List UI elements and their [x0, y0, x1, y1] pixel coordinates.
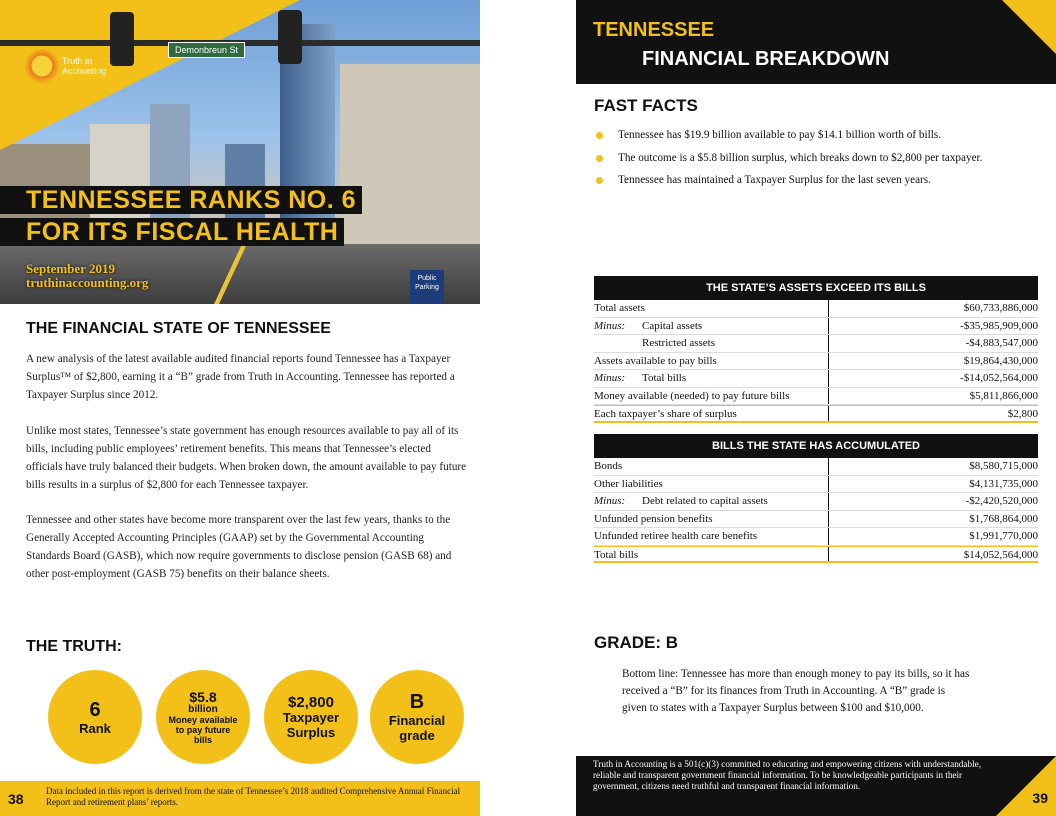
traffic-light-icon	[278, 10, 302, 64]
row-prefix: Minus:	[594, 319, 626, 332]
rank-label: Rank	[79, 720, 111, 736]
row-value: $14,052,564,000	[963, 548, 1038, 561]
bottom-line: Bottom line: Tennessee has more than enough money to pay its bills, so it has received a “B” for its finances from Truth in Accounting. A “B” grade is given to states with a Taxpayer Surplus between $100 and $10,000.	[622, 668, 970, 714]
table-row	[594, 511, 1038, 529]
page-number: 38	[8, 791, 24, 807]
left-footer	[0, 781, 480, 816]
street-sign: Demonbreun St	[168, 42, 245, 58]
page-header	[576, 0, 1056, 84]
section-title: THE FINANCIAL STATE OF TENNESSEE	[26, 320, 331, 337]
row-value: -$2,420,520,000	[965, 495, 1038, 507]
row-value: $5,811,866,000	[969, 389, 1038, 402]
row-value: $2,800	[1007, 408, 1038, 420]
page-number: 39	[1032, 790, 1048, 806]
cover-photo	[0, 0, 480, 304]
row-label: Each taxpayer’s share of surplus	[594, 408, 737, 420]
right-footer	[576, 756, 1056, 816]
row-label: Restricted assets	[642, 337, 716, 349]
row-value: -$35,985,909,000	[960, 319, 1038, 332]
footer-text: Truth in Accounting is a 501(c)(3) committed to educating and empowering citizens with understandable, reliable and transparent government financial information. To be knowledgeable participants in their government, citizens need truthful and transparent financial information.	[593, 759, 981, 791]
money-circle	[156, 670, 250, 764]
row-label: Total bills	[594, 548, 639, 561]
grade-label: Financial grade	[388, 713, 446, 743]
header-state: TENNESSEE	[593, 19, 715, 41]
parking-sign: Public Parking	[410, 270, 444, 304]
row-value: $4,131,735,000	[969, 477, 1038, 490]
row-label: Unfunded pension benefits	[594, 512, 713, 525]
row-label: Total bills	[642, 372, 687, 384]
rank-circle	[48, 670, 142, 764]
paragraph: A new analysis of the latest available audited financial reports found Tennessee has a Taxpayer Surplus™ of $2,800, earning it a “B” grade from Truth in Accounting. Tennessee has reported a Taxpayer Surplus since 2012.	[26, 353, 455, 401]
paragraph: Tennessee and other states have become more transparent over the last few years, thanks to the Generally Accepted Accounting Principles (GAAP) set by the Governmental Accounting Standards Board (GASB), which now require governments to disclose pension (GASB 68) and other post-employment (GASB 75) benefits on their balance sheets.	[26, 514, 452, 580]
accent-corner	[1002, 0, 1056, 54]
table-row	[594, 335, 1038, 353]
table-total-row	[594, 546, 1038, 564]
row-prefix: Minus:	[594, 372, 626, 384]
row-value: -$14,052,564,000	[960, 372, 1038, 384]
row-value: $19,864,430,000	[963, 354, 1038, 367]
logo	[24, 48, 107, 84]
row-value: -$4,883,547,000	[965, 337, 1038, 349]
row-value: $8,580,715,000	[969, 460, 1038, 472]
sun-icon	[24, 48, 60, 84]
row-label: Other liabilities	[594, 477, 663, 490]
fast-fact: The outcome is a $5.8 billion surplus, which breaks down to $2,800 per taxpayer.	[594, 147, 982, 170]
right-page	[528, 0, 1056, 816]
grade-circle	[370, 670, 464, 764]
table-row	[594, 318, 1038, 336]
row-value: $60,733,886,000	[963, 302, 1038, 314]
table-title: BILLS THE STATE HAS ACCUMULATED	[594, 434, 1038, 458]
row-label: Debt related to capital assets	[642, 495, 768, 507]
row-label: Total assets	[594, 302, 645, 314]
rank-value: 6	[89, 698, 101, 721]
grade-title: GRADE: B	[594, 633, 679, 652]
traffic-light-icon	[110, 12, 134, 66]
date-text: September 2019	[26, 261, 115, 276]
header-title: FINANCIAL BREAKDOWN	[642, 48, 890, 70]
row-label: Assets available to pay bills	[594, 354, 717, 367]
table-row	[594, 353, 1038, 371]
table-row	[594, 370, 1038, 388]
table-row	[594, 458, 1038, 476]
surplus-circle	[264, 670, 358, 764]
headline-line-1: TENNESSEE RANKS NO. 6	[0, 186, 362, 214]
grade-value: B	[409, 691, 425, 713]
paragraph: Unlike most states, Tennessee’s state government has enough resources available to pay all of its bills, including public employees’ retirement benefits. This means that Tennessee’s elected officials have truly balanced their budgets. When broken down, the amount available to pay future bills results in a surplus of $2,800 for each Tennessee taxpayer.	[26, 425, 467, 491]
headline	[0, 186, 362, 250]
headline-line-2: FOR ITS FISCAL HEALTH	[0, 218, 344, 246]
accent-triangle	[996, 756, 1056, 816]
truth-title: THE TRUTH:	[26, 638, 122, 655]
row-label: Unfunded retiree health care benefits	[594, 530, 758, 542]
money-unit: billion	[188, 703, 218, 715]
row-value: $1,768,864,000	[969, 512, 1038, 525]
row-label: Capital assets	[642, 319, 703, 332]
assets-table	[594, 276, 1038, 423]
table-row	[594, 528, 1038, 546]
logo-text: Truth in Accounting	[62, 56, 107, 76]
surplus-label: Taxpayer Surplus	[282, 709, 340, 740]
row-value: $1,991,770,000	[969, 530, 1038, 542]
money-label: Money available to pay future bills	[168, 714, 238, 745]
fast-facts-title: FAST FACTS	[594, 96, 698, 115]
table-total-row	[594, 405, 1038, 423]
surplus-value: $2,800	[288, 693, 334, 711]
row-label: Money available (needed) to pay future bills	[594, 389, 790, 402]
table-title: THE STATE’S ASSETS EXCEED ITS BILLS	[594, 276, 1038, 300]
money-value: $5.8	[189, 688, 217, 705]
row-prefix: Minus:	[594, 495, 626, 507]
fast-fact: Tennessee has $19.9 billion available to pay $14.1 billion worth of bills.	[594, 124, 982, 147]
row-label: Bonds	[594, 460, 623, 472]
bills-table	[594, 434, 1038, 563]
table-row	[594, 493, 1038, 511]
table-row	[594, 388, 1038, 406]
site-text: truthinaccounting.org	[26, 275, 149, 290]
footnote: Data included in this report is derived from the state of Tennessee’s 2018 audited Comprehensive Annual Financial Report and retirement plans’ reports.	[46, 786, 461, 807]
fast-fact: Tennessee has maintained a Taxpayer Surplus for the last seven years.	[594, 169, 982, 192]
table-row	[594, 476, 1038, 494]
fast-facts-list	[594, 124, 982, 192]
table-row	[594, 300, 1038, 318]
report-date	[26, 262, 148, 290]
